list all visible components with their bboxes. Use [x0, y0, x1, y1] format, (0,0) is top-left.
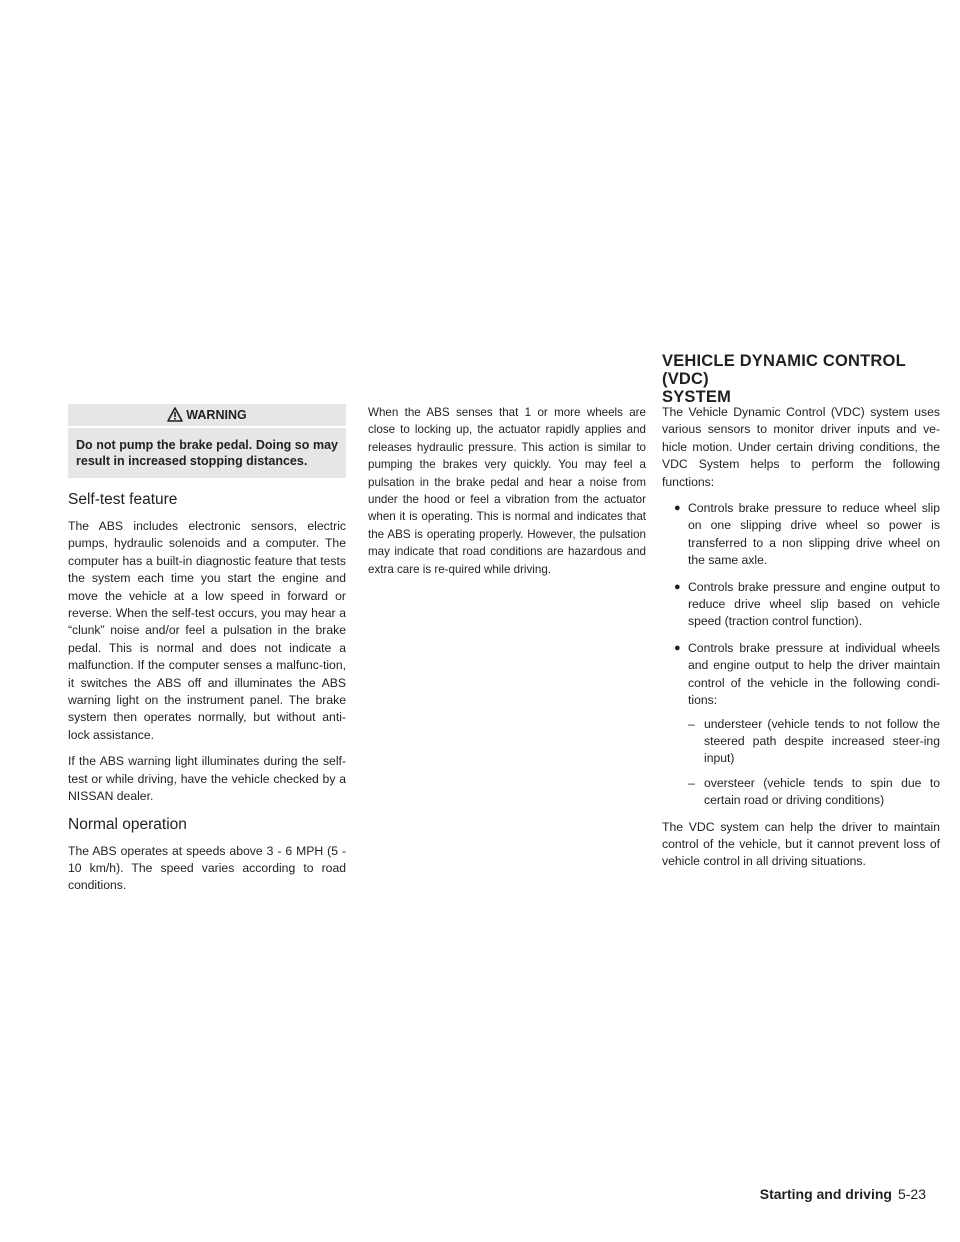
page-footer — [760, 1186, 926, 1202]
dash-icon: – — [688, 716, 695, 731]
list-item — [688, 775, 940, 810]
dash-icon: – — [688, 775, 695, 790]
vdc-intro-paragraph: The Vehicle Dynamic Control (VDC) system uses various sensors to monitor driver inputs and ve-hicle motion. Under certain driving conditions, the VDC System helps to perform the following functions: — [662, 405, 940, 489]
warning-label: WARNING — [186, 408, 247, 422]
list-item-text: understeer (vehicle tends to not follow the steered path despite increased steer-ing input) — [704, 716, 940, 766]
column-left — [68, 404, 346, 904]
section-title — [662, 352, 952, 406]
condition-list — [688, 716, 940, 810]
warning-icon — [167, 407, 183, 422]
self-test-heading: Self-test feature — [68, 491, 178, 508]
list-item-text: Controls brake pressure to reduce wheel slip on one slipping drive wheel so power is transferred to a non slipping drive wheel on the same axle. — [688, 501, 940, 568]
list-item — [662, 500, 940, 570]
abs-operation-paragraph: When the ABS senses that 1 or more wheels are close to locking up, the actuator rapidly applies and releases hydraulic pressure. This action is similar to pumping the brakes very quickly. You may feel a pulsation in the brake pedal and hear a noise from under the hood or feel a vibration from the actuator when it is operating. This is normal and indicates that the ABS is operating properly. However, the pulsation may indicate that road conditions are hazardous and extra care is re-quired while driving. — [368, 406, 646, 576]
page-number: 5-23 — [897, 1186, 926, 1202]
list-item — [688, 716, 940, 768]
list-item-text: Controls brake pressure at individual wheels and engine output to help the driver maintain control of the vehicle in the following condi-tions: — [688, 640, 940, 708]
section-title-line2: SYSTEM — [662, 388, 732, 406]
vdc-closing-paragraph: The VDC system can help the driver to maintain control of the vehicle, but it cannot prevent loss of vehicle control in all driving situations. — [662, 819, 940, 869]
self-test-paragraph-1: The ABS includes electronic sensors, electric pumps, hydraulic solenoids and a computer. The computer has a built-in diagnostic feature that tests the system each time you start the engine and move the vehicle at a low speed in forward or reverse. When the self-test occurs, you may hear a “clunk” noise and/or feel a pulsation in the brake pedal. This is normal and does not indicate a malfunction. If the computer senses a malfunc-tion, it switches the ABS off and illuminates the ABS warning light on the instrument panel. The brake system then operates normally, but without anti-lock assistance. — [68, 519, 346, 742]
bullet-icon: ● — [674, 641, 681, 654]
self-test-paragraph-2: If the ABS warning light illuminates during the self-test or while driving, have the vehicle checked by a NISSAN dealer. — [68, 754, 346, 804]
list-item-text: oversteer (vehicle tends to spin due to certain road or driving conditions) — [704, 775, 940, 808]
normal-operation-paragraph: The ABS operates at speeds above 3 - 6 MPH (5 - 10 km/h). The speed varies according to road conditions. — [68, 843, 346, 893]
warning-box — [68, 404, 346, 478]
bullet-icon: ● — [674, 502, 681, 515]
column-middle — [368, 404, 646, 587]
list-item — [662, 579, 940, 631]
warning-text: Do not pump the brake pedal. Doing so may result in increased stopping distances. — [76, 438, 338, 468]
chapter-title: Starting and driving — [759, 1186, 892, 1202]
bullet-icon: ● — [674, 580, 681, 593]
vdc-function-list — [662, 500, 940, 810]
list-item — [662, 640, 940, 810]
column-right — [662, 404, 940, 880]
warning-header — [68, 404, 346, 428]
list-item-text: Controls brake pressure and engine output to reduce drive wheel slip based on vehicle speed (traction control function). — [688, 579, 940, 629]
section-title-line1: VEHICLE DYNAMIC CONTROL (VDC) — [662, 352, 906, 388]
normal-operation-heading: Normal operation — [68, 815, 187, 833]
